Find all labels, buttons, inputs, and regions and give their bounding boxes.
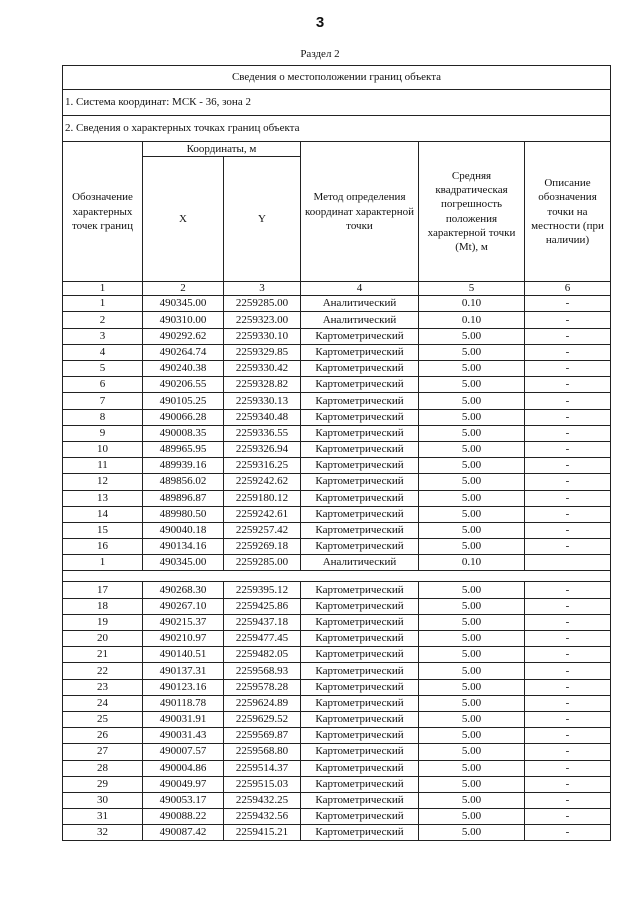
method: Картометрический [301,679,419,695]
coord-x: 489965.95 [143,441,224,457]
header-coords: Координаты, м [143,142,301,157]
error: 5.00 [419,377,525,393]
error: 5.00 [419,344,525,360]
coord-x: 490206.55 [143,377,224,393]
table-row [63,776,611,792]
point-id: 8 [63,409,143,425]
error: 5.00 [419,695,525,711]
error: 5.00 [419,409,525,425]
header-error: Средняя квадратическая погрешность положения характерной точки (Mt), м [419,142,525,282]
coord-x: 490031.91 [143,711,224,727]
method: Картометрический [301,663,419,679]
point-id: 24 [63,695,143,711]
error: 5.00 [419,711,525,727]
coord-y: 2259482.05 [224,647,301,663]
point-id: 31 [63,809,143,825]
point-id: 17 [63,582,143,598]
point-id: 30 [63,792,143,808]
coord-x: 490264.74 [143,344,224,360]
coord-x: 489856.02 [143,474,224,490]
point-id: 19 [63,614,143,630]
error: 5.00 [419,598,525,614]
table-row [63,441,611,457]
coord-y: 2259395.12 [224,582,301,598]
coord-y: 2259624.89 [224,695,301,711]
method: Картометрический [301,711,419,727]
description: - [525,506,611,522]
coord-x: 490140.51 [143,647,224,663]
column-number-row [63,282,611,296]
table-row [63,377,611,393]
column-number: 6 [525,282,611,296]
error: 5.00 [419,361,525,377]
coord-y: 2259285.00 [224,555,301,571]
description: - [525,825,611,841]
separator-cell [63,571,611,582]
error: 5.00 [419,441,525,457]
coord-y: 2259269.18 [224,539,301,555]
method: Картометрический [301,425,419,441]
point-id: 16 [63,539,143,555]
coord-x: 490123.16 [143,679,224,695]
coord-y: 2259514.37 [224,760,301,776]
coord-x: 490292.62 [143,328,224,344]
table-row [63,296,611,312]
point-id: 23 [63,679,143,695]
point-id: 3 [63,328,143,344]
point-id: 29 [63,776,143,792]
coord-y: 2259568.93 [224,663,301,679]
error: 5.00 [419,631,525,647]
coord-y: 2259432.56 [224,809,301,825]
error: 5.00 [419,425,525,441]
description: - [525,711,611,727]
table-row [63,614,611,630]
point-id: 7 [63,393,143,409]
method: Картометрический [301,744,419,760]
table-row [63,555,611,571]
description: - [525,296,611,312]
header-y: Y [224,157,301,282]
coord-y: 2259329.85 [224,344,301,360]
point-id: 26 [63,728,143,744]
table-row [63,312,611,328]
coord-y: 2259629.52 [224,711,301,727]
column-number: 5 [419,282,525,296]
coord-x: 490215.37 [143,614,224,630]
error: 5.00 [419,506,525,522]
description [525,555,611,571]
table-row [63,598,611,614]
error: 5.00 [419,776,525,792]
table-row [63,328,611,344]
table-row [63,539,611,555]
point-id: 25 [63,711,143,727]
method: Картометрический [301,776,419,792]
table-row [63,679,611,695]
coord-y: 2259180.12 [224,490,301,506]
point-id: 28 [63,760,143,776]
error: 0.10 [419,312,525,328]
error: 0.10 [419,296,525,312]
header-point: Обозначение характерных точек границ [63,142,143,282]
description: - [525,614,611,630]
method: Картометрический [301,490,419,506]
error: 5.00 [419,679,525,695]
description: - [525,809,611,825]
method: Картометрический [301,474,419,490]
coord-y: 2259336.55 [224,425,301,441]
point-id: 20 [63,631,143,647]
method: Картометрический [301,441,419,457]
description: - [525,598,611,614]
coord-y: 2259242.62 [224,474,301,490]
boundary-points-table [62,65,611,841]
point-id: 32 [63,825,143,841]
method: Картометрический [301,825,419,841]
table-row [63,663,611,679]
coord-x: 490008.35 [143,425,224,441]
error: 5.00 [419,647,525,663]
method: Картометрический [301,377,419,393]
coord-x: 490268.30 [143,582,224,598]
point-id: 2 [63,312,143,328]
coord-x: 489939.16 [143,458,224,474]
coord-y: 2259515.03 [224,776,301,792]
method: Картометрический [301,361,419,377]
method: Картометрический [301,809,419,825]
method: Картометрический [301,506,419,522]
table-row [63,792,611,808]
description: - [525,679,611,695]
description: - [525,728,611,744]
coord-y: 2259477.45 [224,631,301,647]
table-row [63,582,611,598]
coord-y: 2259330.10 [224,328,301,344]
error: 5.00 [419,809,525,825]
method: Картометрический [301,614,419,630]
table-row [63,522,611,538]
description: - [525,744,611,760]
coord-y: 2259569.87 [224,728,301,744]
description: - [525,631,611,647]
table-row [63,506,611,522]
coord-y: 2259437.18 [224,614,301,630]
coord-y: 2259328.82 [224,377,301,393]
table-row [63,361,611,377]
method: Картометрический [301,328,419,344]
coord-y: 2259330.42 [224,361,301,377]
header-method: Метод определения координат характерной точки [301,142,419,282]
point-id: 18 [63,598,143,614]
method: Картометрический [301,409,419,425]
method: Картометрический [301,582,419,598]
table-row [63,760,611,776]
description: - [525,393,611,409]
point-id: 1 [63,296,143,312]
method: Картометрический [301,792,419,808]
point-id: 15 [63,522,143,538]
table-row [63,695,611,711]
description: - [525,582,611,598]
point-id: 6 [63,377,143,393]
method: Картометрический [301,695,419,711]
error: 5.00 [419,522,525,538]
table-row [63,425,611,441]
column-number: 3 [224,282,301,296]
description: - [525,647,611,663]
error: 5.00 [419,760,525,776]
page-number: 3 [315,14,325,31]
coord-x: 490040.18 [143,522,224,538]
description: - [525,377,611,393]
coord-y: 2259242.61 [224,506,301,522]
section-title: Раздел 2 [300,48,340,60]
coord-x: 490007.57 [143,744,224,760]
table-row [63,744,611,760]
method: Аналитический [301,312,419,328]
coord-x: 489980.50 [143,506,224,522]
method: Картометрический [301,631,419,647]
description: - [525,425,611,441]
error: 5.00 [419,728,525,744]
coord-y: 2259316.25 [224,458,301,474]
coord-y: 2259568.80 [224,744,301,760]
header-description: Описание обозначения точки на местности (при наличии) [525,142,611,282]
method: Картометрический [301,344,419,360]
method: Картометрический [301,728,419,744]
coord-x: 490049.97 [143,776,224,792]
point-id: 12 [63,474,143,490]
table-row [63,490,611,506]
description: - [525,458,611,474]
description: - [525,328,611,344]
coord-y: 2259257.42 [224,522,301,538]
point-id: 11 [63,458,143,474]
error: 5.00 [419,614,525,630]
method: Картометрический [301,647,419,663]
table-title: Сведения о местоположении границ объекта [63,66,611,90]
coord-x: 490088.22 [143,809,224,825]
coord-y: 2259425.86 [224,598,301,614]
coord-x: 490087.42 [143,825,224,841]
method: Картометрический [301,539,419,555]
coord-x: 489896.87 [143,490,224,506]
description: - [525,441,611,457]
table-row [63,393,611,409]
error: 5.00 [419,663,525,679]
table-row [63,458,611,474]
coord-y: 2259323.00 [224,312,301,328]
coord-y: 2259578.28 [224,679,301,695]
table-row [63,809,611,825]
coord-x: 490004.86 [143,760,224,776]
coord-x: 490267.10 [143,598,224,614]
error: 0.10 [419,555,525,571]
point-id: 9 [63,425,143,441]
coord-x: 490210.97 [143,631,224,647]
table-row [63,344,611,360]
table-row [63,711,611,727]
header-x: X [143,157,224,282]
point-id: 21 [63,647,143,663]
description: - [525,522,611,538]
point-id: 5 [63,361,143,377]
coord-system-row: 1. Система координат: МСК - 36, зона 2 [63,90,611,116]
description: - [525,760,611,776]
method: Картометрический [301,522,419,538]
column-number: 1 [63,282,143,296]
error: 5.00 [419,474,525,490]
description: - [525,663,611,679]
point-id: 1 [63,555,143,571]
coord-x: 490066.28 [143,409,224,425]
table-row [63,474,611,490]
method: Картометрический [301,458,419,474]
coord-x: 490310.00 [143,312,224,328]
point-id: 14 [63,506,143,522]
error: 5.00 [419,792,525,808]
coord-y: 2259432.25 [224,792,301,808]
error: 5.00 [419,393,525,409]
coord-x: 490053.17 [143,792,224,808]
points-caption-row: 2. Сведения о характерных точках границ объекта [63,116,611,142]
description: - [525,344,611,360]
method: Картометрический [301,393,419,409]
description: - [525,695,611,711]
table-row [63,728,611,744]
table-row [63,825,611,841]
coord-x: 490345.00 [143,555,224,571]
coord-y: 2259415.21 [224,825,301,841]
coord-x: 490240.38 [143,361,224,377]
error: 5.00 [419,744,525,760]
description: - [525,409,611,425]
description: - [525,792,611,808]
method: Аналитический [301,296,419,312]
method: Картометрический [301,760,419,776]
coord-x: 490105.25 [143,393,224,409]
description: - [525,776,611,792]
error: 5.00 [419,539,525,555]
point-id: 10 [63,441,143,457]
coord-x: 490134.16 [143,539,224,555]
group-separator [63,571,611,582]
error: 5.00 [419,458,525,474]
error: 5.00 [419,490,525,506]
method: Аналитический [301,555,419,571]
table-row [63,631,611,647]
description: - [525,539,611,555]
column-number: 4 [301,282,419,296]
coord-x: 490345.00 [143,296,224,312]
description: - [525,474,611,490]
point-id: 4 [63,344,143,360]
method: Картометрический [301,598,419,614]
description: - [525,312,611,328]
coord-x: 490031.43 [143,728,224,744]
coord-y: 2259326.94 [224,441,301,457]
table-row [63,647,611,663]
description: - [525,490,611,506]
coord-y: 2259330.13 [224,393,301,409]
error: 5.00 [419,825,525,841]
coord-x: 490137.31 [143,663,224,679]
point-id: 22 [63,663,143,679]
column-number: 2 [143,282,224,296]
table-row [63,409,611,425]
coord-x: 490118.78 [143,695,224,711]
error: 5.00 [419,328,525,344]
point-id: 27 [63,744,143,760]
error: 5.00 [419,582,525,598]
coord-y: 2259285.00 [224,296,301,312]
description: - [525,361,611,377]
coord-y: 2259340.48 [224,409,301,425]
point-id: 13 [63,490,143,506]
